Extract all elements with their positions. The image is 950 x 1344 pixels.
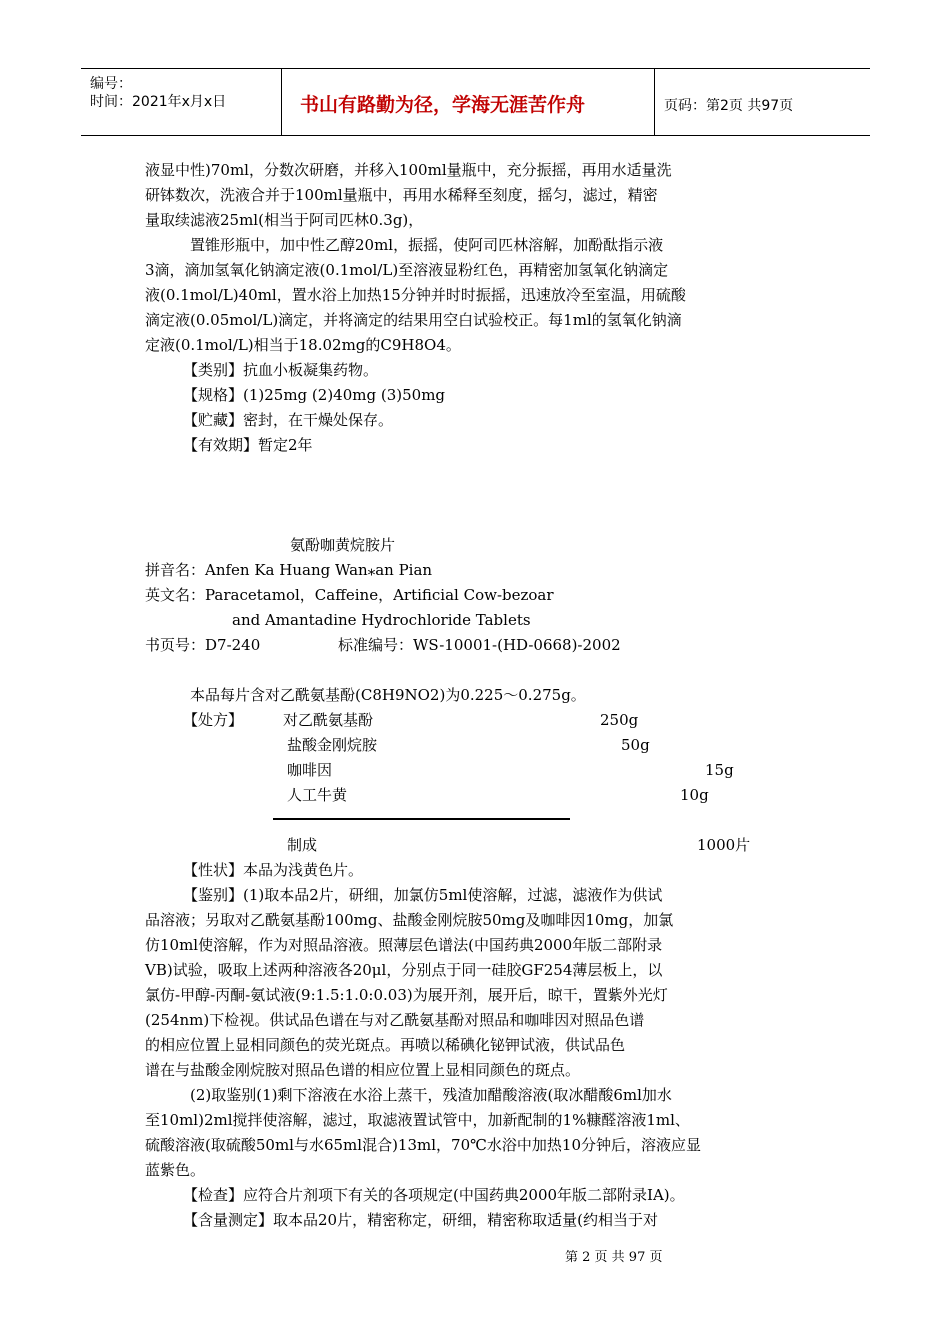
text-line: 液显中性)70ml，分数次研磨，并移入100ml量瓶中，充分振摇，再用水适量洗 [145, 161, 672, 179]
formula-amount: 15g [705, 761, 734, 779]
header-number: 编号： [90, 76, 132, 92]
formula-amount: 250g [600, 711, 639, 729]
text-line: 【规格】(1)25mg (2)40mg (3)50mg [183, 386, 446, 404]
text-line: 品溶液；另取对乙酰氨基酚100mg、盐酸金刚烷胺50mg及咖啡因10mg，加氯 [145, 911, 674, 929]
header-page-number: 页码：第2页 共97页 [664, 98, 794, 114]
formula-total-label: 制成 [287, 836, 318, 854]
text-line: 【鉴别】(1)取本品2片，研细，加氯仿5ml使溶解，过滤，滤液作为供试 [183, 886, 663, 904]
formula-total-amount: 1000片 [697, 836, 751, 854]
header-motto: 书山有路勤为径，学海无涯苦作舟 [300, 94, 586, 116]
english-name-cont: and Amantadine Hydrochloride Tablets [232, 611, 531, 629]
text-line: 【性状】本品为浅黄色片。 [183, 861, 364, 879]
text-line: 硫酸溶液(取硫酸50ml与水65ml混合)13ml，70℃水浴中加热10分钟后，溶液应显 [145, 1136, 701, 1154]
text-line: 置锥形瓶中，加中性乙醇20ml，振摇，使阿司匹林溶解，加酚酞指示液 [190, 236, 664, 254]
text-line: 液(0.1mol/L)40ml，置水浴上加热15分钟并时时振摇，迅速放冷至室温，用硫酸 [145, 286, 686, 304]
formula-divider [273, 818, 570, 820]
text-line: 【类别】抗血小板凝集药物。 [183, 361, 379, 379]
text-line: 滴定液(0.05mol/L)滴定，并将滴定的结果用空白试验校正。每1ml的氢氧化钠滴 [145, 311, 682, 329]
text-line: 【贮藏】密封，在干燥处保存。 [183, 411, 394, 429]
text-line: 氯仿-甲醇-丙酮-氨试液(9:1.5:1.0:0.03)为展开剂，展开后，晾干，置紫外光灯 [145, 986, 668, 1004]
header-divider [281, 68, 282, 136]
formula-ingredient: 咖啡因 [287, 761, 333, 779]
text-line: (254nm)下检视。供试品色谱在与对乙酰氨基酚对照品和咖啡因对照品色谱 [145, 1011, 645, 1029]
text-line: 至10ml)2ml搅拌使溶解，滤过，取滤液置试管中，加新配制的1%糠醛溶液1ml、 [145, 1111, 690, 1129]
text-line: 量取续滤液25ml(相当于阿司匹林0.3g)， [145, 211, 424, 229]
text-line: ⅤB)试验，吸取上述两种溶液各20μl，分别点于同一硅胶GF254薄层板上，以 [145, 961, 663, 979]
text-line: 蓝紫色。 [145, 1161, 206, 1179]
text-line: 仿10ml使溶解，作为对照品溶液。照薄层色谱法(中国药典2000年版二部附录 [145, 936, 663, 954]
formula-ingredient: 对乙酰氨基酚 [283, 711, 374, 729]
section-title: 氨酚咖黄烷胺片 [290, 536, 396, 554]
text-line: 本品每片含对乙酰氨基酚(C8H9NO2)为0.225～0.275g。 [190, 686, 586, 704]
text-line: 谱在与盐酸金刚烷胺对照品色谱的相应位置上显相同颜色的斑点。 [145, 1061, 581, 1079]
text-line: 3滴，滴加氢氧化钠滴定液(0.1mol/L)至溶液显粉红色，再精密加氢氧化钠滴定 [145, 261, 669, 279]
header-top-rule [81, 68, 870, 69]
header-bottom-rule [81, 135, 870, 136]
formula-amount: 10g [680, 786, 709, 804]
formula-label: 【处方】 [183, 711, 244, 729]
pinyin-name: 拼音名：Anfen Ka Huang Wan⁎an Pian [145, 561, 433, 579]
text-line: 研钵数次，洗液合并于100ml量瓶中，再用水稀释至刻度，摇匀，滤过，精密 [145, 186, 658, 204]
text-line: (2)取鉴别(1)剩下溶液在水浴上蒸干，残渣加醋酸溶液(取冰醋酸6ml加水 [190, 1086, 672, 1104]
formula-ingredient: 人工牛黄 [287, 786, 348, 804]
text-line: 【有效期】暂定2年 [183, 436, 313, 454]
english-name: 英文名：Paracetamol，Caffeine，Artificial Cow-bezoar [145, 586, 554, 604]
text-line: 的相应位置上显相同颜色的荧光斑点。再喷以稀碘化铋钾试液，供试品色 [145, 1036, 626, 1054]
text-line: 【含量测定】取本品20片，精密称定，研细，精密称取适量(约相当于对 [183, 1211, 658, 1229]
book-page-number: 书页号：D7-240 [145, 636, 261, 654]
text-line: 定液(0.1mol/L)相当于18.02mg的C9H8O4。 [145, 336, 461, 354]
text-line: 【检查】应符合片剂项下有关的各项规定(中国药典2000年版二部附录ⅠA)。 [183, 1186, 685, 1204]
header-divider [654, 68, 655, 136]
formula-ingredient: 盐酸金刚烷胺 [287, 736, 378, 754]
header-date: 时间：2021年x月x日 [90, 94, 227, 110]
page-footer: 第 2 页 共 97 页 [565, 1250, 663, 1265]
standard-number: 标准编号：WS-10001-(HD-0668)-2002 [338, 636, 621, 654]
formula-amount: 50g [621, 736, 650, 754]
